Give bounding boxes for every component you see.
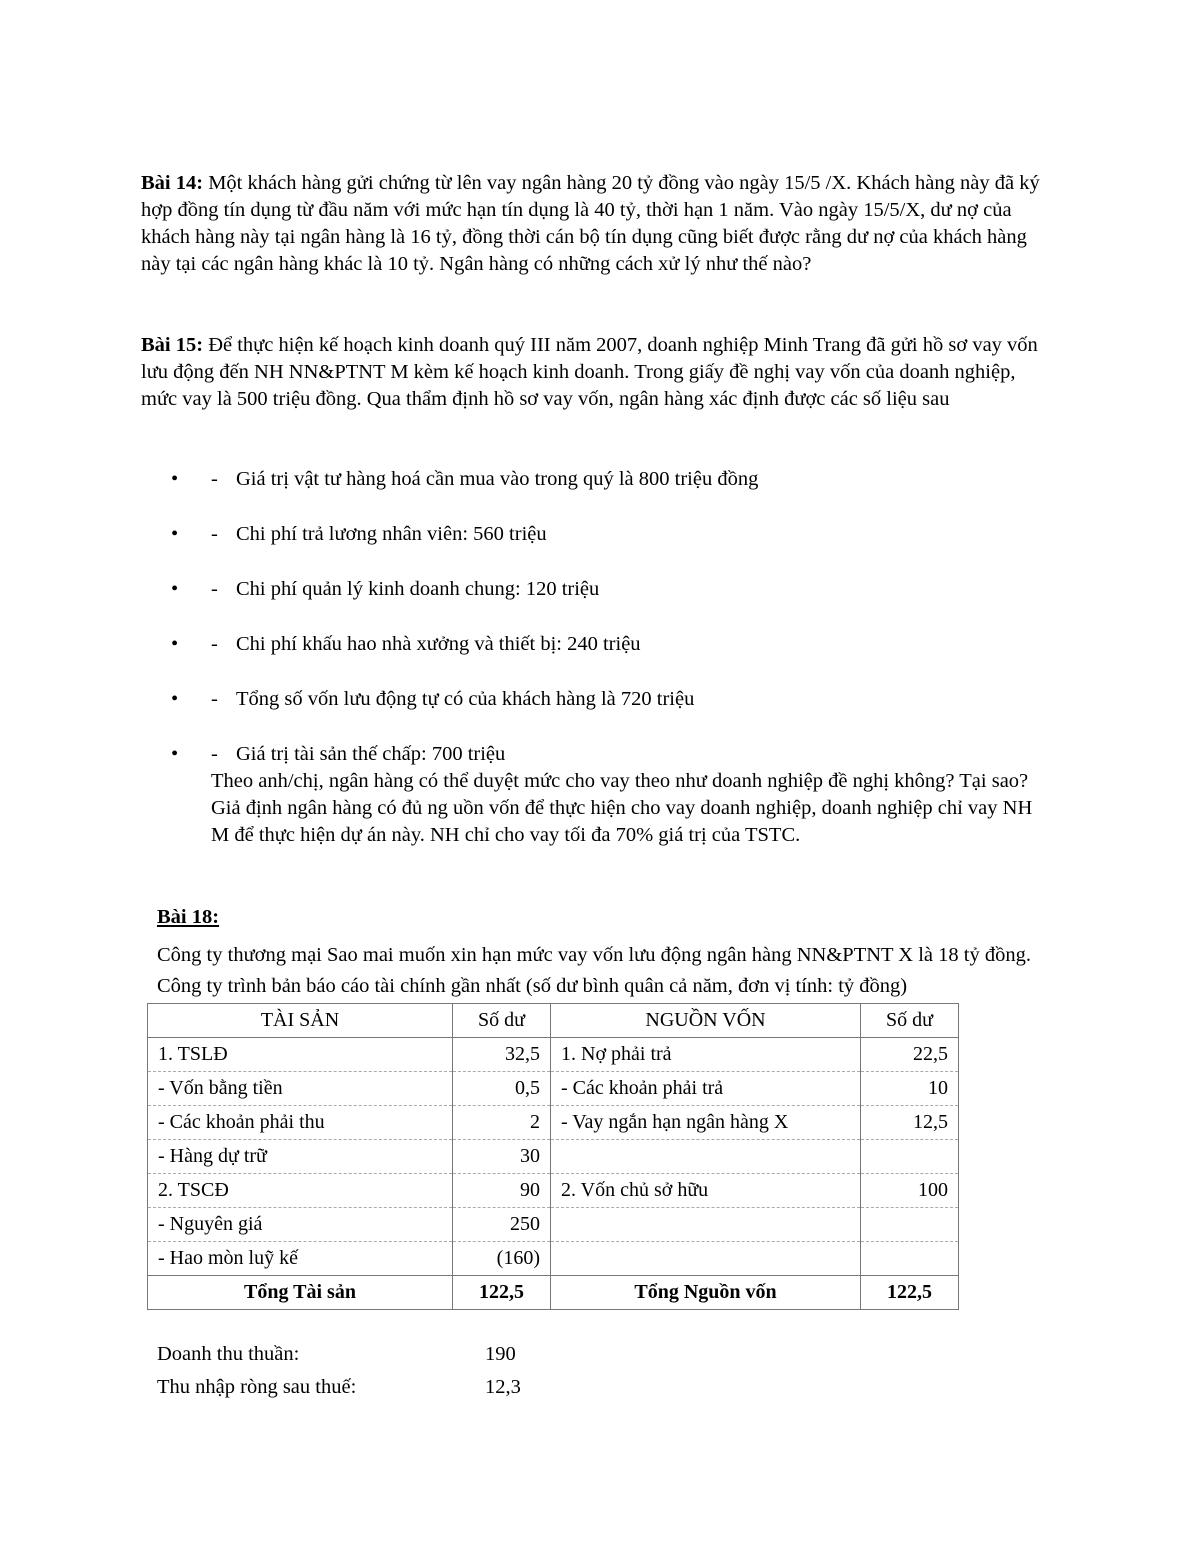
table-cell: 100	[861, 1174, 959, 1208]
table-row	[148, 1072, 959, 1106]
table-cell: 90	[453, 1174, 551, 1208]
dash-marker: -	[211, 578, 218, 600]
bullet-icon: •	[171, 523, 179, 545]
list-item-text: Giá trị vật tư hàng hoá cần mua vào trong quý là 800 triệu đồng	[236, 468, 759, 490]
exercise-15-paragraph	[141, 332, 1051, 413]
exercise-18-text: Công ty thương mại Sao mai muốn xin hạn mức vay vốn lưu động ngân hàng NN&PTNT X là 18 tỷ đồng. Công ty trình bản báo cáo tài chính gần nhất (số dư bình quân cả năm, đơn vị tính: tỷ đồng)	[157, 944, 1031, 997]
table-cell	[551, 1242, 861, 1276]
exercise-14-heading: Bài 14:	[141, 172, 204, 194]
table-cell: - Nguyên giá	[148, 1208, 453, 1242]
exercise-18-heading: Bài 18:	[157, 906, 220, 928]
dash-marker: -	[211, 468, 218, 490]
table-row	[148, 1140, 959, 1174]
exercise-15-question: Theo anh/chị, ngân hàng có thể duyệt mức cho vay theo như doanh nghiệp đề nghị không? Tại sao? Giả định ngân hàng có đủ ng uồn vốn để thực hiện cho vay doanh nghiệp, doanh nghiệp chỉ vay NH M để thực hiện dự án này. NH chỉ cho vay tối đa 70% giá trị của TSTC.	[211, 770, 1033, 846]
table-cell: - Vốn bằng tiền	[148, 1072, 453, 1106]
bullet-icon: •	[171, 578, 179, 600]
list-item-text: Giá trị tài sản thế chấp: 700 triệu	[236, 743, 506, 765]
exercise-15-heading: Bài 15:	[141, 334, 204, 356]
header-sources: NGUỒN VỐN	[551, 1004, 861, 1038]
bullet-icon: •	[171, 633, 179, 655]
bullet-icon: •	[171, 688, 179, 710]
bullet-icon: •	[171, 468, 179, 490]
table-row	[148, 1174, 959, 1208]
summary-value: 12,3	[485, 1376, 521, 1398]
table-cell: 1. TSLĐ	[148, 1038, 453, 1072]
table-cell: 0,5	[453, 1072, 551, 1106]
list-item-text: Chi phí khấu hao nhà xưởng và thiết bị: 240 triệu	[236, 633, 641, 655]
table-row	[148, 1106, 959, 1140]
table-cell: 12,5	[861, 1106, 959, 1140]
summary-label: Doanh thu thuần:	[157, 1343, 300, 1365]
table-row	[148, 1242, 959, 1276]
table-row	[148, 1208, 959, 1242]
total-sources-label: Tổng Nguồn vốn	[551, 1276, 861, 1310]
exercise-15-text: Để thực hiện kế hoạch kinh doanh quý III năm 2007, doanh nghiệp Minh Trang đã gửi hồ sơ vay vốn lưu động đến NH NN&PTNT M kèm kế hoạch kinh doanh. Trong giấy đề nghị vay vốn của doanh nghiệp, mức vay là 500 triệu đồng. Qua thẩm định hồ sơ vay vốn, ngân hàng xác định được các số liệu sau	[141, 334, 1038, 410]
summary-label: Thu nhập ròng sau thuế:	[157, 1376, 357, 1398]
table-cell: 30	[453, 1140, 551, 1174]
table-cell: - Các khoản phải thu	[148, 1106, 453, 1140]
table-cell: - Các khoản phải trả	[551, 1072, 861, 1106]
table-cell: (160)	[453, 1242, 551, 1276]
exercise-14-paragraph	[141, 170, 1051, 278]
table-cell	[861, 1242, 959, 1276]
table-cell: 32,5	[453, 1038, 551, 1072]
table-cell: 22,5	[861, 1038, 959, 1072]
exercise-14-text: Một khách hàng gửi chứng từ lên vay ngân hàng 20 tỷ đồng vào ngày 15/5 /X. Khách hàng này đã ký hợp đồng tín dụng từ đầu năm với mức hạn tín dụng là 40 tỷ, thời hạn 1 năm. Vào ngày 15/5/X, dư nợ của khách hàng này tại ngân hàng là 16 tỷ, đồng thời cán bộ tín dụng cũng biết được rằng dư nợ của khách hàng này tại các ngân hàng khác là 10 tỷ. Ngân hàng có những cách xử lý như thế nào?	[141, 172, 1040, 275]
table-cell: - Hàng dự trữ	[148, 1140, 453, 1174]
table-cell	[861, 1208, 959, 1242]
table-cell: 2	[453, 1106, 551, 1140]
table-total-row	[148, 1276, 959, 1310]
table-cell	[861, 1140, 959, 1174]
table-cell: 250	[453, 1208, 551, 1242]
table-header-row	[148, 1004, 959, 1038]
table-cell: 10	[861, 1072, 959, 1106]
header-assets: TÀI SẢN	[148, 1004, 453, 1038]
table-cell: - Hao mòn luỹ kế	[148, 1242, 453, 1276]
table-cell: - Vay ngắn hạn ngân hàng X	[551, 1106, 861, 1140]
dash-marker: -	[211, 688, 218, 710]
table-cell: 2. TSCĐ	[148, 1174, 453, 1208]
total-sources-value: 122,5	[861, 1276, 959, 1310]
table-cell	[551, 1140, 861, 1174]
dash-marker: -	[211, 743, 218, 765]
list-item-text: Chi phí trả lương nhân viên: 560 triệu	[236, 523, 547, 545]
table-row	[148, 1038, 959, 1072]
total-assets-label: Tổng Tài sản	[148, 1276, 453, 1310]
table-cell: 1. Nợ phải trả	[551, 1038, 861, 1072]
table-cell: 2. Vốn chủ sở hữu	[551, 1174, 861, 1208]
dash-marker: -	[211, 523, 218, 545]
header-balance: Số dư	[861, 1004, 959, 1038]
header-balance: Số dư	[453, 1004, 551, 1038]
summary-value: 190	[485, 1343, 516, 1365]
list-item-text: Chi phí quản lý kinh doanh chung: 120 triệu	[236, 578, 600, 600]
list-item-text: Tổng số vốn lưu động tự có của khách hàng là 720 triệu	[236, 688, 695, 710]
bullet-icon: •	[171, 743, 179, 765]
table-cell	[551, 1208, 861, 1242]
balance-sheet-table	[147, 1003, 959, 1310]
dash-marker: -	[211, 633, 218, 655]
total-assets-value: 122,5	[453, 1276, 551, 1310]
